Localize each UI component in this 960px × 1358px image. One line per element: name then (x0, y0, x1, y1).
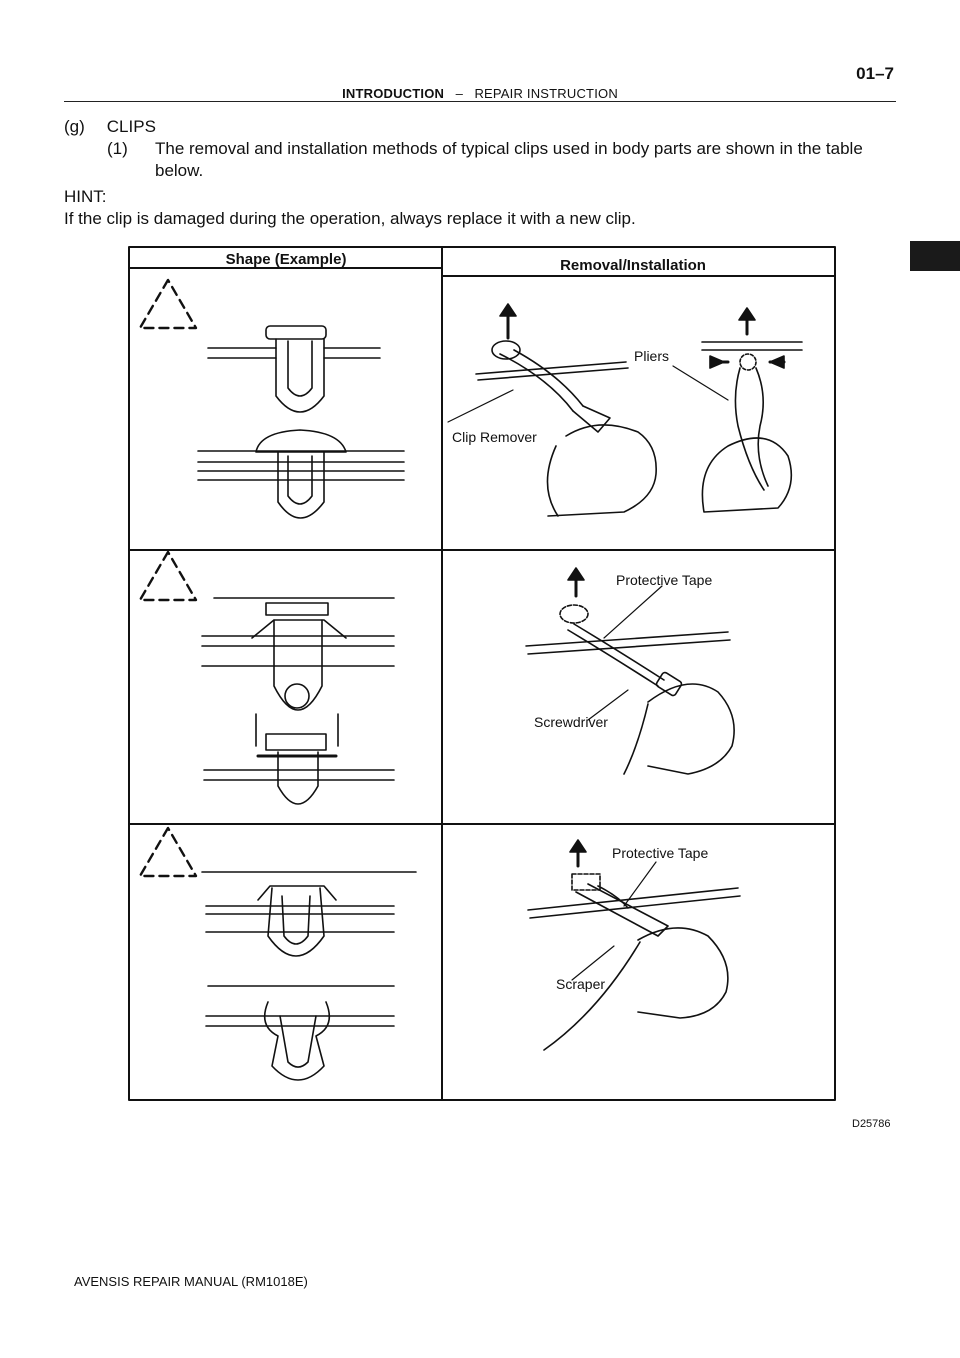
callout-clip-remover: Clip Remover (452, 429, 537, 445)
header-section: REPAIR INSTRUCTION (474, 86, 618, 101)
col-header-removal: Removal/Installation (560, 257, 706, 274)
clip-shape-1 (198, 326, 404, 518)
header-separator: – (455, 86, 463, 101)
clip-remover-illustration (448, 304, 656, 516)
item-text-line1: The removal and installation methods of typical clips used in body parts are shown in the table (155, 139, 863, 158)
header-chapter: INTRODUCTION (342, 86, 445, 101)
clip-shape-2 (202, 598, 394, 804)
col-header-shape: Shape (Example) (225, 251, 347, 268)
warning-triangle-icon (140, 280, 196, 328)
scraper-illustration (528, 840, 740, 1050)
hint-label: HINT: (64, 187, 107, 206)
footer-manual-title: AVENSIS REPAIR MANUAL (RM1018E) (74, 1274, 308, 1289)
chapter-tab-marker (910, 241, 960, 271)
screwdriver-illustration (526, 568, 734, 774)
callout-pliers: Pliers (634, 348, 670, 364)
section-title: CLIPS (106, 117, 156, 136)
callout-scraper: Scraper (556, 976, 606, 992)
header-rule (64, 101, 896, 102)
callout-protective-tape-1: Protective Tape (616, 572, 713, 588)
section-label: (g) (64, 117, 85, 136)
item-number: (1) (107, 139, 128, 158)
page-number: 01–7 (856, 64, 894, 83)
figure-code: D25786 (852, 1118, 891, 1130)
callout-protective-tape-2: Protective Tape (612, 845, 709, 861)
warning-triangle-icon (140, 828, 196, 876)
callout-screwdriver: Screwdriver (534, 714, 608, 730)
running-header (0, 86, 960, 101)
pliers-illustration (634, 308, 802, 512)
item-text-line2: below. (155, 161, 204, 180)
clip-shape-3 (202, 872, 416, 1080)
section-heading (64, 116, 156, 138)
warning-triangle-icon (140, 552, 196, 600)
clips-figure (128, 246, 836, 1101)
hint-text: If the clip is damaged during the operation, always replace it with a new clip. (64, 209, 636, 228)
